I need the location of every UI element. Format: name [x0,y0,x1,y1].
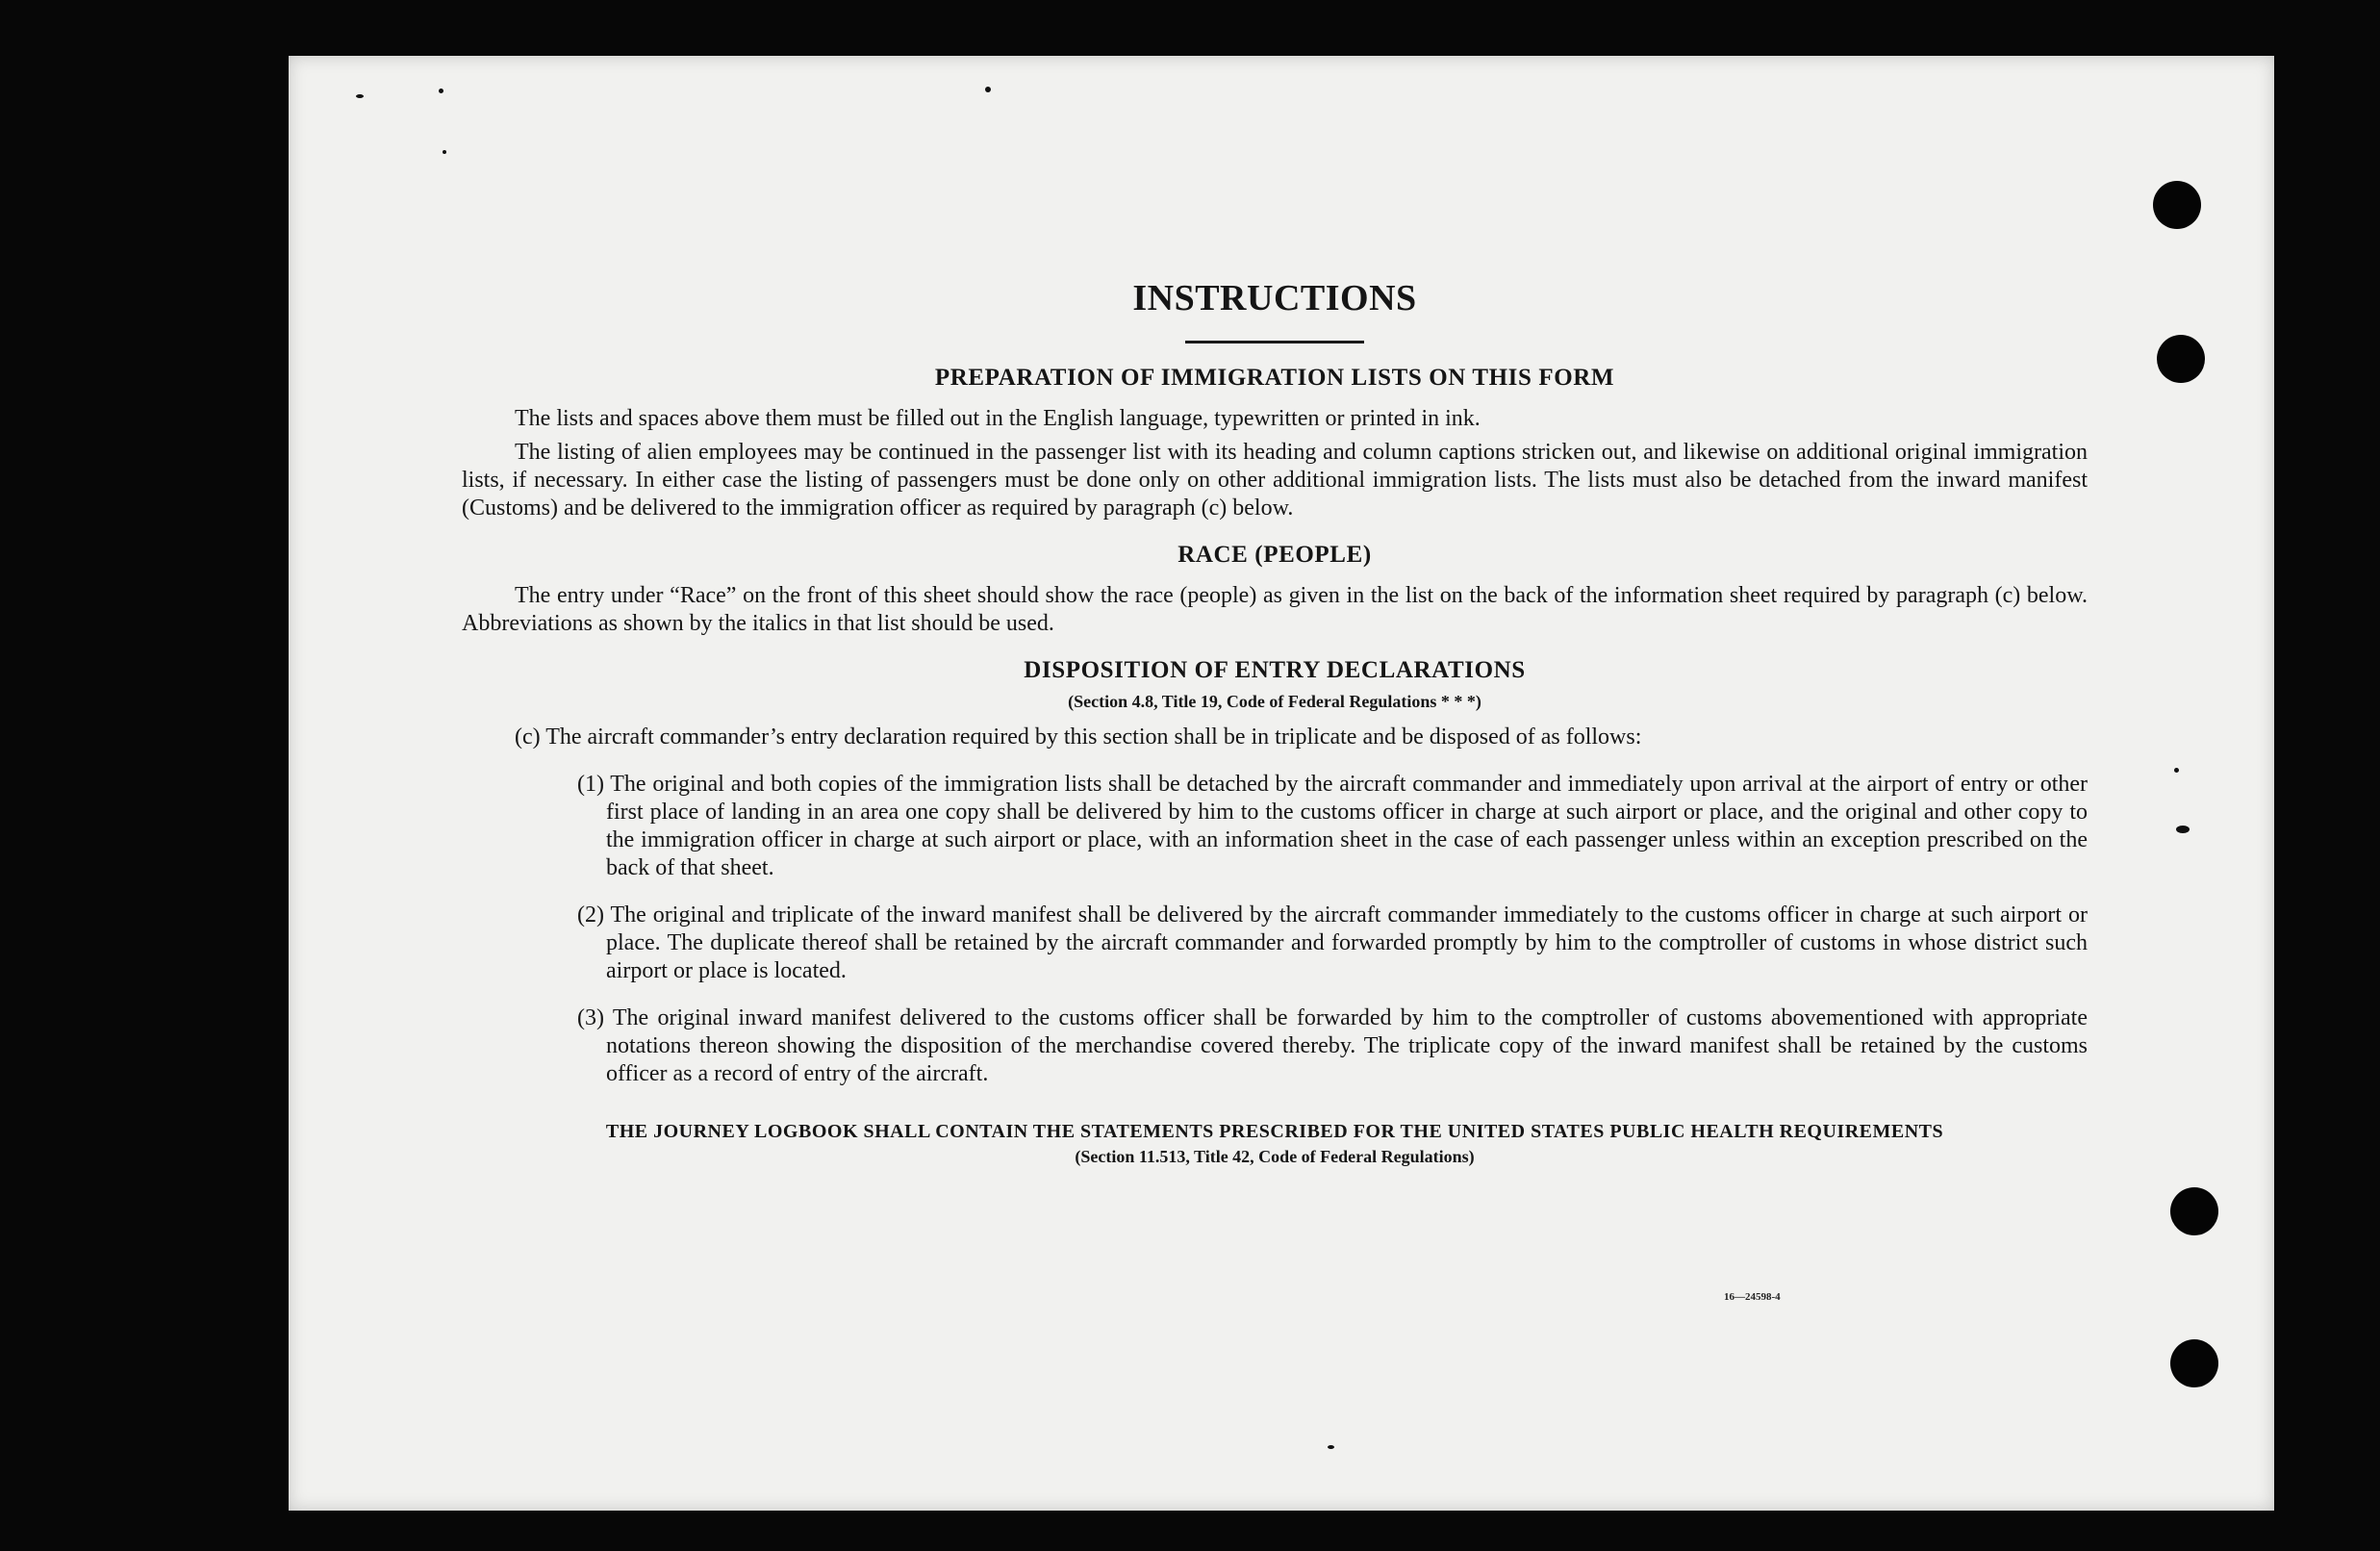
punch-hole-2 [2157,335,2205,383]
paragraph: The listing of alien employees may be continued in the passenger list with its heading and column captions stricken out, and likewise on additional original immigration lists, if necessary. In either case the listing of passengers must be done only on other additional immigration lists. The lists must also be detached from the inward manifest (Customs) and be delivered to the immigration officer as required by paragraph (c) below. [462,440,2088,521]
punch-hole-4 [2170,1339,2218,1387]
list-item: (1) The original and both copies of the immigration lists shall be detached by the aircraft commander and immediately upon arrival at the airport of entry or other first place of landing in an area one copy shall be delivered by him to the customs officer in charge at such airport or place, and the original and other copy to the immigration officer in charge at such airport or place, with an information sheet in the case of each passenger unless within an exception prescribed on the back of that sheet. [577,772,2088,880]
section-citation: (Section 4.8, Title 19, Code of Federal Regulations * * *) [1068,692,1481,711]
list-item: (2) The original and triplicate of the inward manifest shall be delivered by the aircraft commander immediately to the customs officer in charge at such airport or place. The duplicate thereof shall be retained by the aircraft commander and forwarded promptly by him to the comptroller of customs in whose district such airport or place is located. [577,903,2088,983]
speck [2176,826,2190,833]
speck [1328,1445,1334,1449]
title-underline [1185,341,1364,343]
paragraph: The entry under “Race” on the front of this sheet should show the race (people) as given in the list on the back of the information sheet required by paragraph (c) below. Abbreviations as shown by the italics in that list should be used. [462,583,2088,636]
footer-citation: (Section 11.513, Title 42, Code of Federal Regulations) [1075,1147,1475,1166]
speck [985,87,991,92]
speck [2174,768,2179,773]
clause-c: (c) The aircraft commander’s entry declaration required by this section shall be in triplicate and be disposed of as follows: [515,725,1642,750]
page-title: INSTRUCTIONS [1132,278,1417,318]
section-heading-disposition: DISPOSITION OF ENTRY DECLARATIONS [1024,657,1526,683]
list-item: (3) The original inward manifest delivered to the customs officer shall be forwarded by him to the comptroller of customs abovementioned with appropriate notations thereon showing the disposition of the merchandise covered thereby. The triplicate copy of the inward manifest shall be retained by the customs officer as a record of entry of the aircraft. [577,1005,2088,1086]
punch-hole-3 [2170,1187,2218,1235]
paragraph: The lists and spaces above them must be filled out in the English language, typewritten or printed in ink. [515,406,1481,431]
punch-hole-1 [2153,181,2201,229]
speck [439,89,443,93]
document-page [289,56,2274,1511]
section-heading-race: RACE (PEOPLE) [1177,542,1372,568]
footer-statement: THE JOURNEY LOGBOOK SHALL CONTAIN THE STATEMENTS PRESCRIBED FOR THE UNITED STATES PUBLIC HEALTH REQUIREMENTS [605,1121,1944,1142]
instructions-content [462,267,2088,1167]
speck [443,150,446,154]
speck [356,94,364,98]
form-number: 16—24598-4 [1724,1291,1781,1303]
section-heading-preparation: PREPARATION OF IMMIGRATION LISTS ON THIS FORM [934,365,1615,391]
